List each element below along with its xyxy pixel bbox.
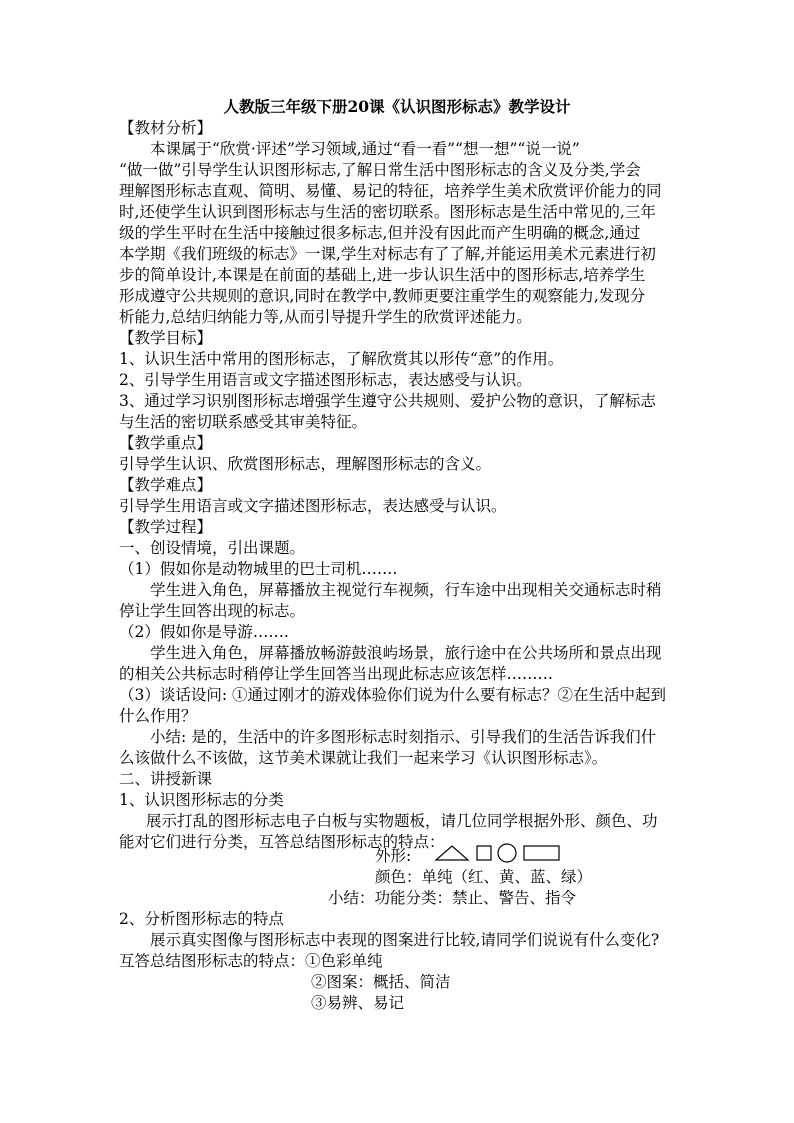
process-line: 2、分析图形标志的特点 — [119, 910, 284, 928]
shape-label: 外形: — [375, 847, 412, 865]
process-line: ②图案：概括、简洁 — [311, 973, 451, 991]
process-line: 学生进入角色，屏幕播放主视觉行车视频，行车途中出现相关交通标志时稍 — [150, 581, 662, 599]
color-label: 颜色：单纯（红、黄、蓝、绿） — [375, 868, 593, 886]
process-line: 什么作用？ — [119, 707, 197, 725]
process-line: 的相关公共标志时稍停让学生回答当出现此标志应该怎样……… — [119, 665, 554, 683]
process-line: 互答总结图形标志的特点：①色彩单纯 — [119, 952, 383, 970]
process-line: 展示真实图像与图形标志中表现的图案进行比较,请同学们说说有什么变化? — [150, 931, 660, 949]
process-line: （2）假如你是导游……. — [119, 623, 289, 641]
rectangle-icon — [524, 846, 559, 860]
analysis-line: 本课属于“欣赏·评述”学习领域,通过“看一看”“想一想”“说一说” — [150, 140, 580, 158]
section-header-difficulty: 【教学难点】 — [119, 476, 213, 494]
section-header-key: 【教学重点】 — [119, 434, 213, 452]
analysis-line: 理解图形标志直观、简明、易懂、易记的特征，培养学生美术欣赏评价能力的同 — [119, 182, 662, 200]
triangle-icon — [436, 846, 468, 860]
process-line: 一、创设情境，引出课题。 — [119, 539, 306, 557]
process-line: （3）谈话设问: ①通过刚才的游戏体验你们说为什么要有标志？②在生活中起到 — [119, 686, 667, 704]
difficulty-line: 引导学生用语言或文字描述图形标志，表达感受与认识。 — [119, 497, 507, 515]
process-line: ③易辨、易记 — [311, 994, 405, 1012]
section-header-analysis: 【教材分析】 — [119, 119, 213, 137]
process-line: 1、认识图形标志的分类 — [119, 791, 284, 809]
process-line: 二、讲授新课 — [119, 770, 213, 788]
section-header-process: 【教学过程】 — [119, 518, 213, 536]
analysis-line: 析能力,总结归纳能力等,从而引导提升学生的欣赏评述能力。 — [119, 308, 532, 326]
analysis-line: 步的简单设计,本课是在前面的基础上,进一步认识生活中的图形标志,培养学生 — [119, 266, 646, 284]
analysis-line: 形成遵守公共规则的意识,同时在教学中,教师更要注重学生的观察能力,发现分 — [119, 287, 646, 305]
circle-icon — [498, 844, 516, 862]
process-line: 能对它们进行分类，互答总结图形标志的特点： — [119, 833, 445, 851]
analysis-line: 时,还使学生认识到图形标志与生活的密切联系。图形标志是生活中常见的,三年 — [119, 203, 656, 221]
goal-line: 3、通过学习识别图形标志增强学生遵守公共规则、爱护公物的意识，了解标志 — [119, 392, 656, 410]
document-title: 人教版三年级下册20课《认识图形标志》教学设计 — [223, 97, 571, 116]
process-line: 展示打乱的图形标志电子白板与实物题板，请几位同学根据外形、颜色、功 — [146, 812, 658, 830]
shapes-figure — [434, 842, 564, 864]
section-header-goals: 【教学目标】 — [119, 329, 213, 347]
analysis-line: 级的学生平时在生活中接触过很多标志,但并没有因此而产生明确的概念,通过 — [119, 224, 641, 242]
function-label: 小结：功能分类：禁止、警告、指令 — [328, 889, 577, 907]
process-line: 小结: 是的，生活中的许多图形标志时刻指示、引导我们的生活告诉我们什 — [150, 728, 657, 746]
goal-line: 与生活的密切联系感受其审美特征。 — [119, 413, 368, 431]
goal-line: 2、引导学生用语言或文字描述图形标志，表达感受与认识。 — [119, 371, 532, 389]
process-line: 学生进入角色，屏幕播放畅游鼓浪屿场景，旅行途中在公共场所和景点出现 — [150, 644, 662, 662]
process-line: （1）假如你是动物城里的巴士司机……. — [119, 560, 398, 578]
goal-line: 1、认识生活中常用的图形标志，了解欣赏其以形传“意”的作用。 — [119, 350, 564, 368]
analysis-line: 本学期《我们班级的标志》一课,学生对标志有了了解,并能运用美术元素进行初 — [119, 245, 656, 263]
process-line: 停让学生回答出现的标志。 — [119, 602, 306, 620]
analysis-line: “做一做”引导学生认识图形标志,了解日常生活中图形标志的含义及分类,学会 — [119, 161, 641, 179]
process-line: 么该做什么不该做，这节美术课就让我们一起来学习《认识图形标志》。 — [119, 749, 608, 767]
square-icon — [477, 846, 491, 860]
key-line: 引导学生认识、欣赏图形标志，理解图形标志的含义。 — [119, 455, 492, 473]
